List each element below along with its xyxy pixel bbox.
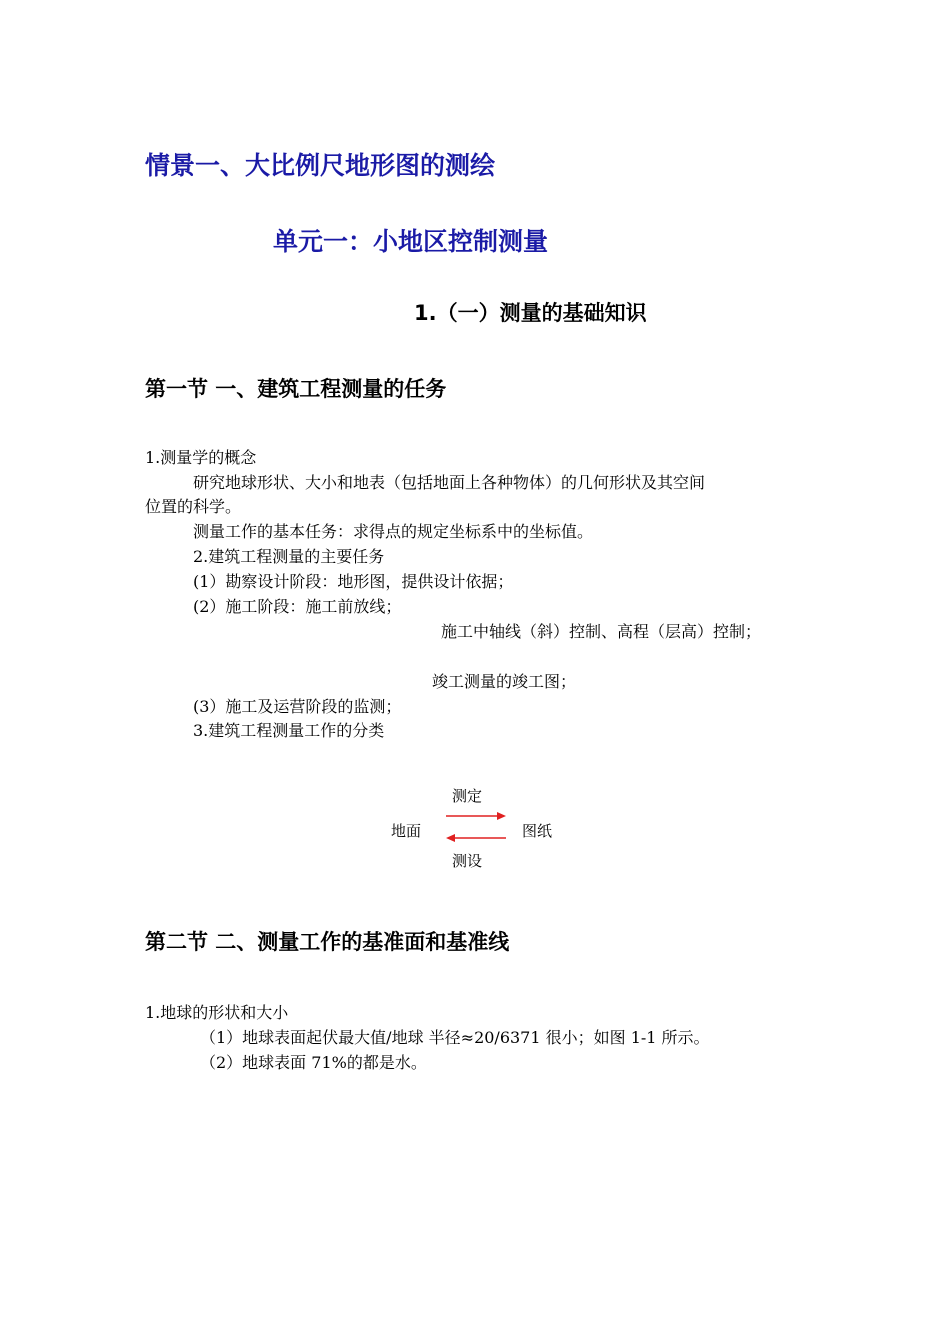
s1-item2-b: (2）施工阶段：施工前放线； [193, 597, 402, 616]
diagram-left-label: 地面 [391, 822, 422, 840]
s1-item2-c: (3）施工及运营阶段的监测； [193, 697, 402, 716]
s1-item1-p1-line2: 位置的科学。 [145, 497, 242, 516]
s1-item2-title: 2.建筑工程测量的主要任务 [193, 547, 385, 566]
s1-item2-a: (1）勘察设计阶段：地形图，提供设计依据； [193, 572, 514, 591]
s1-item3-title: 3.建筑工程测量工作的分类 [193, 721, 385, 740]
s2-item1-a: （1）地球表面起伏最大值/地球 半径≈20/6371 很小；如图 1-1 所示。 [200, 1028, 710, 1047]
s1-item1-p2: 测量工作的基本任务：求得点的规定坐标系中的坐标值。 [193, 522, 594, 541]
s2-item1-b: （2）地球表面 71%的都是水。 [200, 1053, 427, 1072]
right-arrow [446, 812, 506, 820]
unit-heading: 单元一：小地区控制测量 [273, 227, 549, 256]
diagram-arrows [440, 808, 512, 844]
topic-heading: 1.（一）测量的基础知识 [414, 301, 647, 325]
s1-item2-b-cont1: 施工中轴线（斜）控制、高程（层高）控制； [441, 622, 762, 641]
left-arrow [446, 834, 506, 842]
section2-heading: 第二节 二、测量工作的基准面和基准线 [145, 930, 510, 954]
s1-item2-b-cont2: 竣工测量的竣工图； [432, 672, 577, 691]
s2-item1-title: 1.地球的形状和大小 [145, 1003, 289, 1022]
s1-item1-p1-line1: 研究地球形状、大小和地表（包括地面上各种物体）的几何形状及其空间 [193, 473, 706, 492]
diagram-right-label: 图纸 [522, 822, 553, 840]
diagram-top-label: 测定 [452, 787, 483, 805]
s1-item1-title: 1.测量学的概念 [145, 448, 257, 467]
diagram-bottom-label: 测设 [452, 852, 483, 870]
section1-heading: 第一节 一、建筑工程测量的任务 [145, 377, 447, 401]
scenario-heading: 情景一、大比例尺地形图的测绘 [145, 151, 496, 180]
